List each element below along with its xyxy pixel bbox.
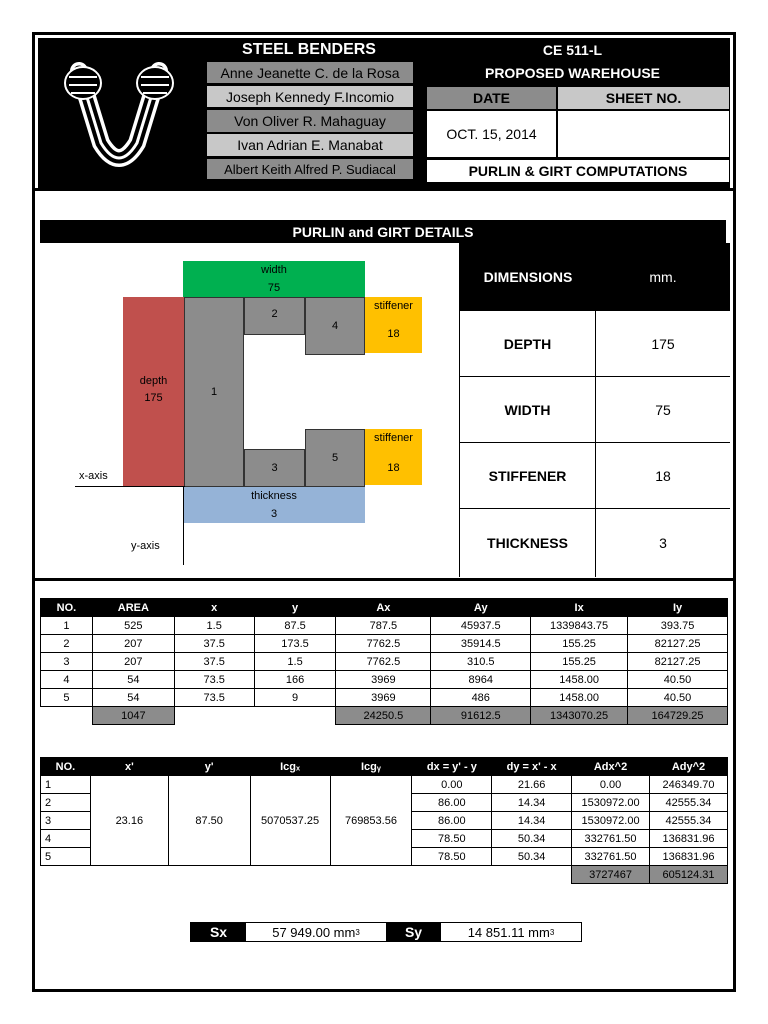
table-cell: 3969	[336, 689, 431, 707]
table-cell: 87.5	[254, 617, 336, 635]
part-2-label: 2	[271, 307, 278, 320]
member-name: Anne Jeanette C. de la Rosa	[206, 61, 414, 84]
col-header: x'	[90, 758, 168, 776]
table-cell: 332761.50	[572, 848, 650, 866]
table-cell: 246349.70	[650, 776, 728, 794]
dim-label-thickness: THICKNESS	[460, 509, 596, 577]
table-row	[41, 635, 728, 653]
icg-y: 769853.56	[330, 776, 412, 866]
col-header: y'	[168, 758, 250, 776]
table-cell: 1.5	[174, 617, 254, 635]
sheet-frame	[32, 32, 736, 992]
table-cell: 9	[254, 689, 336, 707]
stiffener-top-label: stiffener	[374, 300, 413, 312]
dim-label-width: WIDTH	[460, 377, 596, 443]
table-cell: 3	[41, 653, 93, 671]
sy-unit-exponent: 3	[549, 927, 555, 937]
table-cell: 42555.34	[650, 812, 728, 830]
dim-value-width: 75	[596, 377, 730, 443]
col-header: Icgᵧ	[330, 758, 412, 776]
table-cell: 7762.5	[336, 635, 431, 653]
total-adx2: 3727467	[572, 866, 650, 884]
details-title: PURLIN and GIRT DETAILS	[40, 220, 726, 243]
table-cell: 1530972.00	[572, 794, 650, 812]
table-cell: 73.5	[174, 689, 254, 707]
table-cell: 1458.00	[531, 689, 628, 707]
table-cell: 310.5	[431, 653, 531, 671]
y-prime: 87.50	[168, 776, 250, 866]
sx-label: Sx	[191, 923, 246, 941]
width-value: 75	[267, 282, 281, 294]
width-label: width	[261, 264, 287, 276]
part-4: 4	[305, 297, 365, 355]
project-name: PROPOSED WAREHOUSE	[484, 65, 661, 81]
table-cell: 4	[41, 671, 93, 689]
sy-value-box	[441, 923, 581, 941]
table-cell: 0.00	[412, 776, 492, 794]
table-row	[41, 671, 728, 689]
member-name: Joseph Kennedy F.Incomio	[206, 85, 414, 108]
table-cell: 4	[41, 830, 91, 848]
blank-cell	[168, 866, 250, 884]
table-cell: 1458.00	[531, 671, 628, 689]
table-cell: 40.50	[628, 689, 728, 707]
table-cell: 42555.34	[650, 794, 728, 812]
properties-table	[40, 598, 728, 725]
thickness-value: 3	[270, 508, 278, 520]
table-cell: 35914.5	[431, 635, 531, 653]
icg-x: 5070537.25	[250, 776, 330, 866]
total-ady2: 605124.31	[650, 866, 728, 884]
sx-value: 57 949.00 mm	[272, 924, 356, 940]
table-cell: 50.34	[492, 848, 572, 866]
table-row	[41, 653, 728, 671]
table-cell: 173.5	[254, 635, 336, 653]
table-cell: 5	[41, 689, 93, 707]
col-header: AREA	[92, 599, 174, 617]
table-cell: 78.50	[412, 830, 492, 848]
table-cell: 14.34	[492, 794, 572, 812]
blank-cell	[492, 866, 572, 884]
table-cell: 1339843.75	[531, 617, 628, 635]
part-3-label: 3	[271, 461, 278, 474]
dimensions-header: DIMENSIONS	[460, 243, 596, 311]
table-cell: 3969	[336, 671, 431, 689]
blank-cell	[90, 866, 168, 884]
table-header-row	[41, 599, 728, 617]
col-header: Ay	[431, 599, 531, 617]
course-code: CE 511-L	[542, 41, 603, 58]
table-cell: 7762.5	[336, 653, 431, 671]
date-value: OCT. 15, 2014	[426, 110, 557, 158]
table-cell: 787.5	[336, 617, 431, 635]
table-cell: 2	[41, 635, 93, 653]
table-cell: 78.50	[412, 848, 492, 866]
table-row	[41, 776, 728, 794]
table-row	[41, 689, 728, 707]
col-header: dy = x' - x	[492, 758, 572, 776]
depth-value: 175	[144, 391, 163, 404]
sx-value-box	[246, 923, 386, 941]
totals-row	[41, 866, 728, 884]
table-cell: 40.50	[628, 671, 728, 689]
dim-value-thickness: 3	[659, 535, 667, 551]
table-header-row	[41, 758, 728, 776]
table-cell: 136831.96	[650, 848, 728, 866]
table-cell: 37.5	[174, 653, 254, 671]
dimensions-unit: mm.	[596, 243, 730, 311]
col-header: y	[254, 599, 336, 617]
table-row	[41, 617, 728, 635]
table-cell: 332761.50	[572, 830, 650, 848]
depth-label: depth	[139, 374, 168, 387]
dim-value-depth: 175	[596, 311, 730, 377]
sy-label: Sy	[386, 923, 441, 941]
x-axis-label: x-axis	[79, 470, 108, 482]
table-cell: 37.5	[174, 635, 254, 653]
total-iy: 164729.25	[628, 707, 728, 725]
y-axis-label: y-axis	[131, 540, 160, 552]
sx-unit-exponent: 3	[355, 927, 360, 937]
table-cell: 525	[92, 617, 174, 635]
sheet-subject: PURLIN & GIRT COMPUTATIONS	[426, 159, 730, 183]
totals-row	[41, 707, 728, 725]
col-header: Icgₓ	[250, 758, 330, 776]
table-cell: 45937.5	[431, 617, 531, 635]
total-ax: 24250.5	[336, 707, 431, 725]
col-header: Ix	[531, 599, 628, 617]
blank-cell	[254, 707, 336, 725]
part-1: 1	[184, 297, 244, 487]
dim-label-depth: DEPTH	[460, 311, 596, 377]
col-header: Ax	[336, 599, 431, 617]
dim-label-stiffener: STIFFENER	[460, 443, 596, 509]
table-cell: 1.5	[254, 653, 336, 671]
table-cell: 14.34	[492, 812, 572, 830]
col-header: NO.	[41, 599, 93, 617]
divider	[35, 578, 733, 581]
table-cell: 2	[41, 794, 91, 812]
col-header: Adx^2	[572, 758, 650, 776]
table-cell: 82127.25	[628, 635, 728, 653]
blank-cell	[174, 707, 254, 725]
table-cell: 54	[92, 689, 174, 707]
part-5: 5	[305, 429, 365, 487]
table-cell: 73.5	[174, 671, 254, 689]
col-header: Iy	[628, 599, 728, 617]
stiffener-top-value: 18	[387, 327, 400, 340]
table-cell: 155.25	[531, 635, 628, 653]
table-cell: 207	[92, 635, 174, 653]
sheet-no-value	[557, 110, 730, 158]
table-cell: 1530972.00	[572, 812, 650, 830]
y-axis-line	[183, 487, 184, 565]
table-cell: 1	[41, 776, 91, 794]
table-cell: 0.00	[572, 776, 650, 794]
total-ay: 91612.5	[431, 707, 531, 725]
table-cell: 166	[254, 671, 336, 689]
col-header: Ady^2	[650, 758, 728, 776]
blank-cell	[41, 707, 93, 725]
blank-cell	[41, 866, 91, 884]
table-cell: 155.25	[531, 653, 628, 671]
table-cell: 136831.96	[650, 830, 728, 848]
table-cell: 393.75	[628, 617, 728, 635]
firm-name: STEEL BENDERS	[242, 40, 376, 58]
x-prime: 23.16	[90, 776, 168, 866]
member-name: Albert Keith Alfred P. Sudiacal	[206, 158, 414, 180]
thickness-label: thickness	[251, 490, 297, 502]
table-cell: 21.66	[492, 776, 572, 794]
table-cell: 86.00	[412, 794, 492, 812]
member-name: Ivan Adrian E. Manabat	[206, 133, 414, 157]
blank-cell	[330, 866, 412, 884]
date-label: DATE	[426, 86, 557, 110]
sheet-no-label: SHEET NO.	[557, 86, 730, 110]
x-axis-line	[75, 486, 185, 487]
col-header: NO.	[41, 758, 91, 776]
dim-value-stiffener: 18	[596, 443, 730, 509]
table-cell: 486	[431, 689, 531, 707]
table-cell: 8964	[431, 671, 531, 689]
stiffener-bottom-label: stiffener	[374, 432, 413, 444]
table-cell: 5	[41, 848, 91, 866]
table-cell: 54	[92, 671, 174, 689]
table-cell: 207	[92, 653, 174, 671]
logo-bent-bar-image	[49, 43, 189, 183]
centroid-table	[40, 757, 728, 884]
table-cell: 50.34	[492, 830, 572, 848]
table-cell: 82127.25	[628, 653, 728, 671]
col-header: x	[174, 599, 254, 617]
sy-value: 14 851.11 mm	[467, 924, 550, 940]
dimensions-table	[459, 243, 729, 577]
table-cell: 86.00	[412, 812, 492, 830]
stiffener-bottom-value: 18	[387, 461, 400, 474]
member-name: Von Oliver R. Mahaguay	[206, 109, 414, 133]
section-moduli	[190, 922, 582, 942]
blank-cell	[412, 866, 492, 884]
total-area: 1047	[92, 707, 174, 725]
col-header: dx = y' - y	[412, 758, 492, 776]
divider	[35, 188, 733, 191]
blank-cell	[250, 866, 330, 884]
total-ix: 1343070.25	[531, 707, 628, 725]
table-cell: 3	[41, 812, 91, 830]
table-cell: 1	[41, 617, 93, 635]
